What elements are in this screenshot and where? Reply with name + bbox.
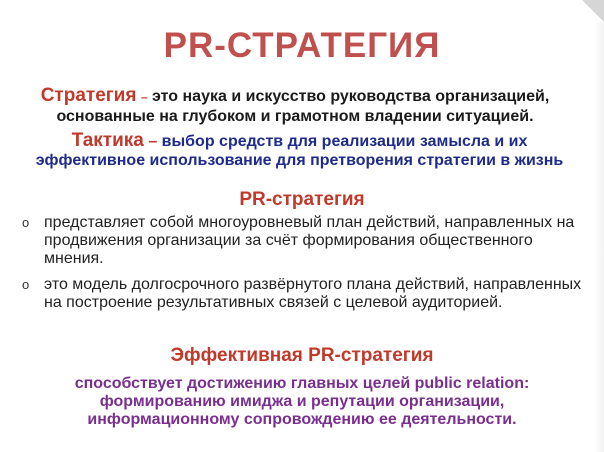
bullet-text-2: это модель долгосрочного развёрнутого плана действий, направленных на построение результативных связей с целевой аудиторией. [44,276,582,311]
effective-line2: формированию имиджа и репутации организации, [99,393,505,410]
bullet-text-1: представляет собой многоуровневый план действий, направленных на продвижения организации за счёт формирования общественного мнения. [44,214,575,267]
strategy-term: Стратегия [40,85,137,106]
strategy-line1: это наука и искусство руководства организацией, [147,88,550,105]
tactics-line1: выбор средств для реализации замысла и их [157,133,528,150]
bullet-list [22,214,582,320]
effective-strategy-text [0,375,604,429]
bullet-marker: o [22,277,30,292]
bullet-marker: o [22,215,30,230]
corner-decoration [582,0,604,22]
tactics-dash: – [143,133,158,150]
tactics-term: Тактика [71,130,144,151]
list-item [22,276,582,312]
effective-strategy-heading: Эффективная PR-стратегия [170,345,434,366]
effective-line3: информационному сопровождению ее деятельности. [87,411,517,428]
effective-line1: способствует достижению главных целей public relation: [74,375,530,392]
tactics-definition [12,131,587,170]
strategy-line2: основанные на глубоком и грамотном владении ситуацией. [56,108,534,125]
strategy-definition [10,86,580,126]
pr-strategy-heading: PR-стратегия [239,189,365,210]
tactics-line2: эффективное использование для претворения стратегии в жизнь [35,152,564,169]
list-item [22,214,582,268]
slide-title: PR-СТРАТЕГИЯ [163,26,441,65]
strategy-dash: – [140,90,148,104]
